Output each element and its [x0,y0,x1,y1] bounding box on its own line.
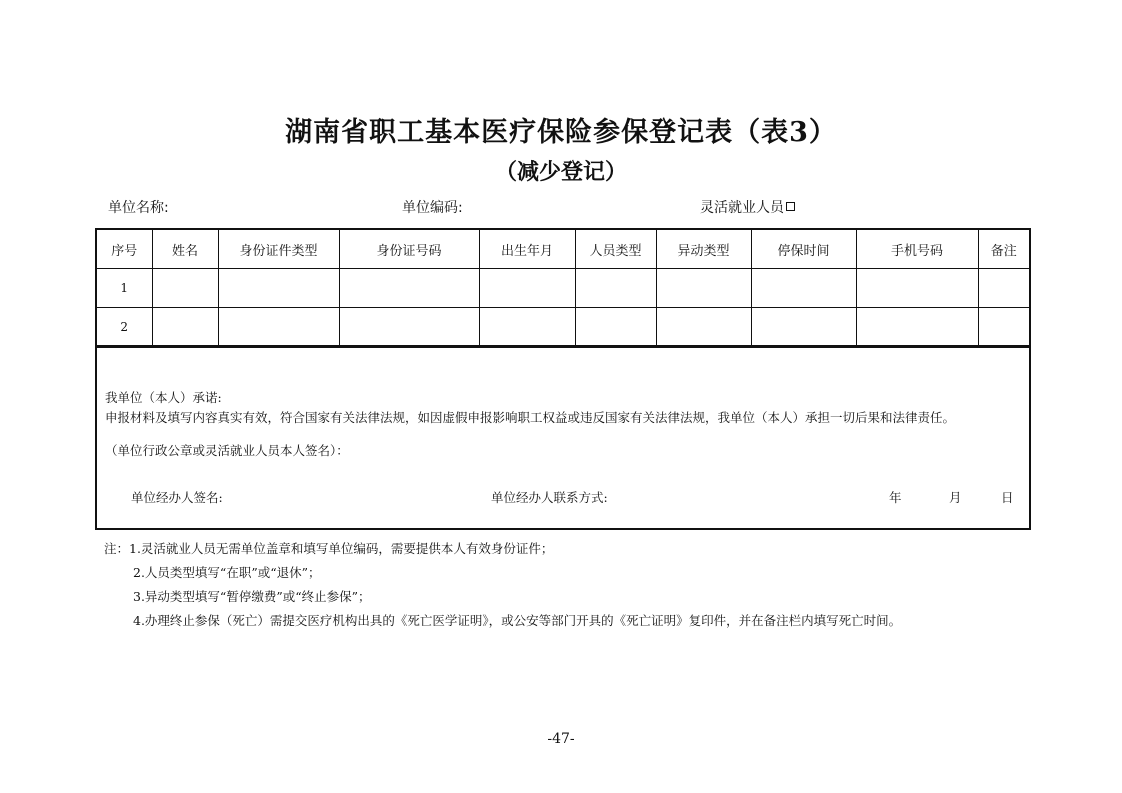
cell-phone[interactable] [856,269,978,308]
row-seq: 1 [96,269,152,308]
cell-id-number[interactable] [339,308,479,348]
cell-phone[interactable] [856,308,978,348]
table-row [96,269,1030,308]
header-stop-time: 停保时间 [751,229,856,269]
header-birth: 出生年月 [479,229,575,269]
seal-signature-label: （单位行政公章或灵活就业人员本人签名）： [105,443,349,458]
note-item: 4.办理终止参保（死亡）需提交医疗机构出具的《死亡医学证明》，或公安等部门开具的《死亡证明》复印件，并在备注栏内填写死亡时间。 [133,613,902,628]
handler-signature-label: 单位经办人签名: [131,490,223,505]
header-phone: 手机号码 [856,229,978,269]
cell-change-type[interactable] [656,308,751,348]
unit-name-label: 单位名称: [108,200,169,216]
handler-contact-label: 单位经办人联系方式: [491,490,608,505]
header-remarks: 备注 [978,229,1030,269]
page-number: -47- [547,731,575,747]
header-id-number: 身份证号码 [339,229,479,269]
header-person-type: 人员类型 [575,229,656,269]
cell-id-type[interactable] [218,308,339,348]
header-change-type: 异动类型 [656,229,751,269]
cell-stop-time[interactable] [751,269,856,308]
table-header-row [96,229,1030,269]
declaration-heading: 我单位（本人）承诺: [105,390,222,405]
note-item: 注：1.灵活就业人员无需单位盖章和填写单位编码，需要提供本人有效身份证件； [104,541,554,556]
cell-name[interactable] [152,308,218,348]
cell-id-type[interactable] [218,269,339,308]
cell-id-number[interactable] [339,269,479,308]
document-title: 湖南省职工基本医疗保险参保登记表（表3） [285,117,837,148]
note-item: 2.人员类型填写“在职”或“退休”； [133,565,321,580]
cell-birth[interactable] [479,269,575,308]
header-seq: 序号 [96,229,152,269]
note-item: 3.异动类型填写“暂停缴费”或“终止参保”； [133,589,371,604]
date-day-label: 日 [1001,490,1014,505]
flexible-employment-label: 灵活就业人员 [700,200,784,216]
date-year-label: 年 [889,490,902,505]
header-id-type: 身份证件类型 [218,229,339,269]
declaration-text: 申报材料及填写内容真实有效，符合国家有关法律法规，如因虚假申报影响职工权益或违反国家有关法律法规，我单位（本人）承担一切后果和法律责任。 [105,410,956,425]
flexible-employment-option[interactable] [700,197,795,217]
row-seq: 2 [96,308,152,348]
cell-change-type[interactable] [656,269,751,308]
date-month-label: 月 [949,490,962,505]
cell-name[interactable] [152,269,218,308]
cell-birth[interactable] [479,308,575,348]
cell-remarks[interactable] [978,269,1030,308]
cell-person-type[interactable] [575,269,656,308]
document-subtitle: （减少登记） [494,159,627,185]
registration-table [95,228,1031,348]
unit-code-label: 单位编码: [402,200,463,216]
header-name: 姓名 [152,229,218,269]
table-row [96,308,1030,348]
cell-remarks[interactable] [978,308,1030,348]
cell-person-type[interactable] [575,308,656,348]
declaration-box [95,345,1031,530]
flexible-employment-checkbox[interactable] [786,202,795,211]
cell-stop-time[interactable] [751,308,856,348]
